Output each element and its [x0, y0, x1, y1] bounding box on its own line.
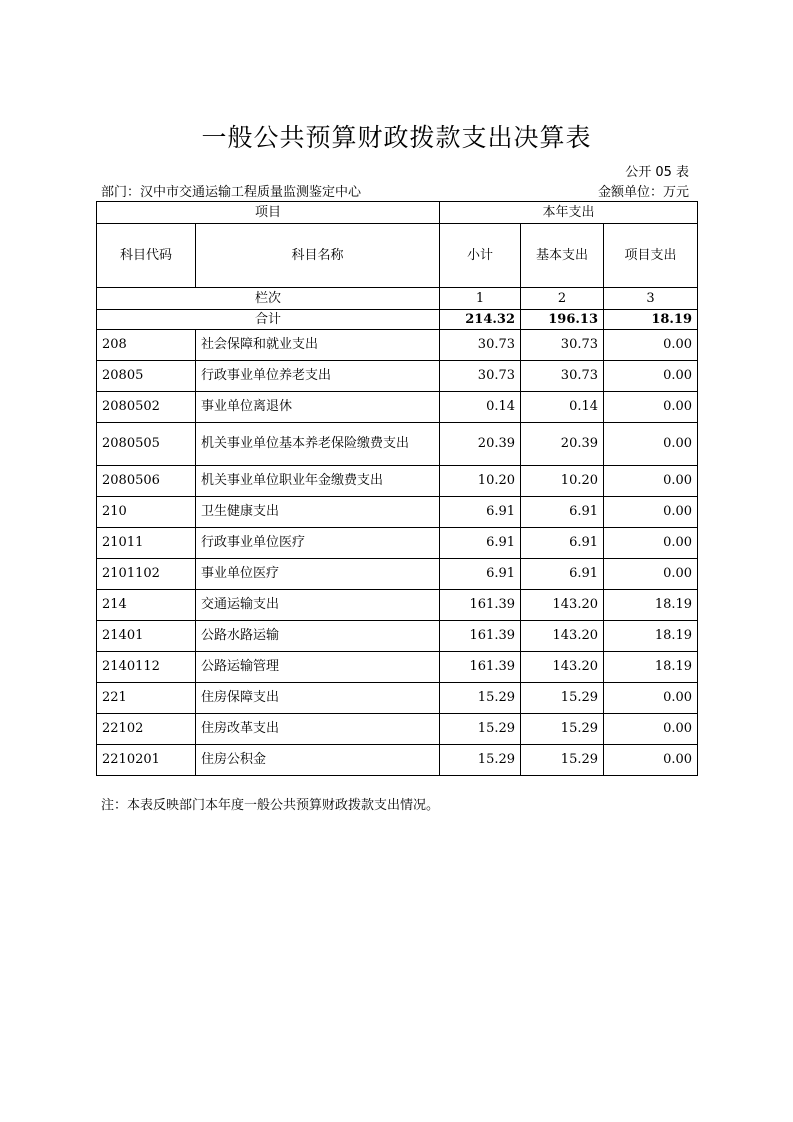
row-code: 21011 — [97, 528, 196, 559]
row-name: 行政事业单位养老支出 — [196, 361, 440, 392]
table-body — [97, 330, 698, 776]
total-label: 合计 — [97, 310, 440, 330]
row-project: 18.19 — [604, 590, 698, 621]
row-subtotal: 10.20 — [440, 466, 521, 497]
row-name: 住房改革支出 — [196, 714, 440, 745]
row-name: 机关事业单位职业年金缴费支出 — [196, 466, 440, 497]
row-code: 2080506 — [97, 466, 196, 497]
row-basic: 143.20 — [521, 621, 604, 652]
footnote: 注：本表反映部门本年度一般公共预算财政拨款支出情况。 — [101, 798, 440, 813]
row-name: 事业单位离退休 — [196, 392, 440, 423]
amount-unit-label: 金额单位：万元 — [597, 185, 689, 200]
table-row — [97, 497, 698, 528]
row-name: 卫生健康支出 — [196, 497, 440, 528]
row-project: 0.00 — [604, 497, 698, 528]
row-subtotal: 161.39 — [440, 621, 521, 652]
row-project: 0.00 — [604, 466, 698, 497]
table-row — [97, 466, 698, 497]
table-row — [97, 621, 698, 652]
row-project: 0.00 — [604, 392, 698, 423]
row-subtotal: 6.91 — [440, 559, 521, 590]
table-row — [97, 652, 698, 683]
row-project: 18.19 — [604, 621, 698, 652]
row-subtotal: 15.29 — [440, 683, 521, 714]
row-project: 0.00 — [604, 330, 698, 361]
page-title: 一般公共预算财政拨款支出决算表 — [201, 123, 592, 152]
table-row — [97, 683, 698, 714]
header-name: 科目名称 — [196, 224, 440, 288]
row-name: 交通运输支出 — [196, 590, 440, 621]
row-code: 214 — [97, 590, 196, 621]
row-code: 208 — [97, 330, 196, 361]
row-subtotal: 161.39 — [440, 590, 521, 621]
row-name: 行政事业单位医疗 — [196, 528, 440, 559]
row-project: 18.19 — [604, 652, 698, 683]
header-basic: 基本支出 — [521, 224, 604, 288]
row-project: 0.00 — [604, 714, 698, 745]
table-row — [97, 559, 698, 590]
row-basic: 15.29 — [521, 745, 604, 776]
table-row — [97, 330, 698, 361]
row-subtotal: 30.73 — [440, 330, 521, 361]
row-code: 2080502 — [97, 392, 196, 423]
header-col3: 3 — [604, 288, 698, 310]
row-basic: 20.39 — [521, 423, 604, 466]
row-project: 0.00 — [604, 423, 698, 466]
header-current-year: 本年支出 — [440, 202, 698, 224]
row-name: 机关事业单位基本养老保险缴费支出 — [196, 423, 440, 466]
table-row — [97, 392, 698, 423]
row-subtotal: 6.91 — [440, 497, 521, 528]
row-name: 事业单位医疗 — [196, 559, 440, 590]
row-code: 2210201 — [97, 745, 196, 776]
header-col2: 2 — [521, 288, 604, 310]
row-name: 公路水路运输 — [196, 621, 440, 652]
row-code: 2140112 — [97, 652, 196, 683]
row-project: 0.00 — [604, 683, 698, 714]
header-subtotal: 小计 — [440, 224, 521, 288]
total-project: 18.19 — [604, 310, 698, 330]
row-basic: 30.73 — [521, 330, 604, 361]
header-code: 科目代码 — [97, 224, 196, 288]
header-project: 项目支出 — [604, 224, 698, 288]
row-code: 2080505 — [97, 423, 196, 466]
row-code: 21401 — [97, 621, 196, 652]
row-code: 2101102 — [97, 559, 196, 590]
row-code: 221 — [97, 683, 196, 714]
table-row — [97, 745, 698, 776]
department-label: 部门：汉中市交通运输工程质量监测鉴定中心 — [101, 185, 362, 200]
row-project: 0.00 — [604, 745, 698, 776]
header-item: 项目 — [97, 202, 440, 224]
row-name: 公路运输管理 — [196, 652, 440, 683]
header-col1: 1 — [440, 288, 521, 310]
table-header — [97, 202, 698, 330]
table-row — [97, 528, 698, 559]
row-name: 住房公积金 — [196, 745, 440, 776]
row-subtotal: 30.73 — [440, 361, 521, 392]
expenditure-table — [96, 201, 698, 776]
table-row — [97, 361, 698, 392]
row-basic: 143.20 — [521, 652, 604, 683]
row-basic: 6.91 — [521, 528, 604, 559]
row-basic: 0.14 — [521, 392, 604, 423]
row-project: 0.00 — [604, 528, 698, 559]
table-row — [97, 590, 698, 621]
row-code: 210 — [97, 497, 196, 528]
row-subtotal: 6.91 — [440, 528, 521, 559]
row-code: 20805 — [97, 361, 196, 392]
row-basic: 6.91 — [521, 497, 604, 528]
row-code: 22102 — [97, 714, 196, 745]
header-column-no: 栏次 — [97, 288, 440, 310]
table-row — [97, 423, 698, 466]
row-basic: 10.20 — [521, 466, 604, 497]
form-number: 公开 05 表 — [625, 165, 689, 180]
row-basic: 15.29 — [521, 714, 604, 745]
row-basic: 143.20 — [521, 590, 604, 621]
row-name: 社会保障和就业支出 — [196, 330, 440, 361]
row-subtotal: 15.29 — [440, 714, 521, 745]
row-basic: 30.73 — [521, 361, 604, 392]
table-row — [97, 714, 698, 745]
row-project: 0.00 — [604, 559, 698, 590]
row-subtotal: 20.39 — [440, 423, 521, 466]
row-name: 住房保障支出 — [196, 683, 440, 714]
total-basic: 196.13 — [521, 310, 604, 330]
row-basic: 15.29 — [521, 683, 604, 714]
row-project: 0.00 — [604, 361, 698, 392]
row-subtotal: 15.29 — [440, 745, 521, 776]
row-subtotal: 161.39 — [440, 652, 521, 683]
total-subtotal: 214.32 — [440, 310, 521, 330]
row-basic: 6.91 — [521, 559, 604, 590]
row-subtotal: 0.14 — [440, 392, 521, 423]
